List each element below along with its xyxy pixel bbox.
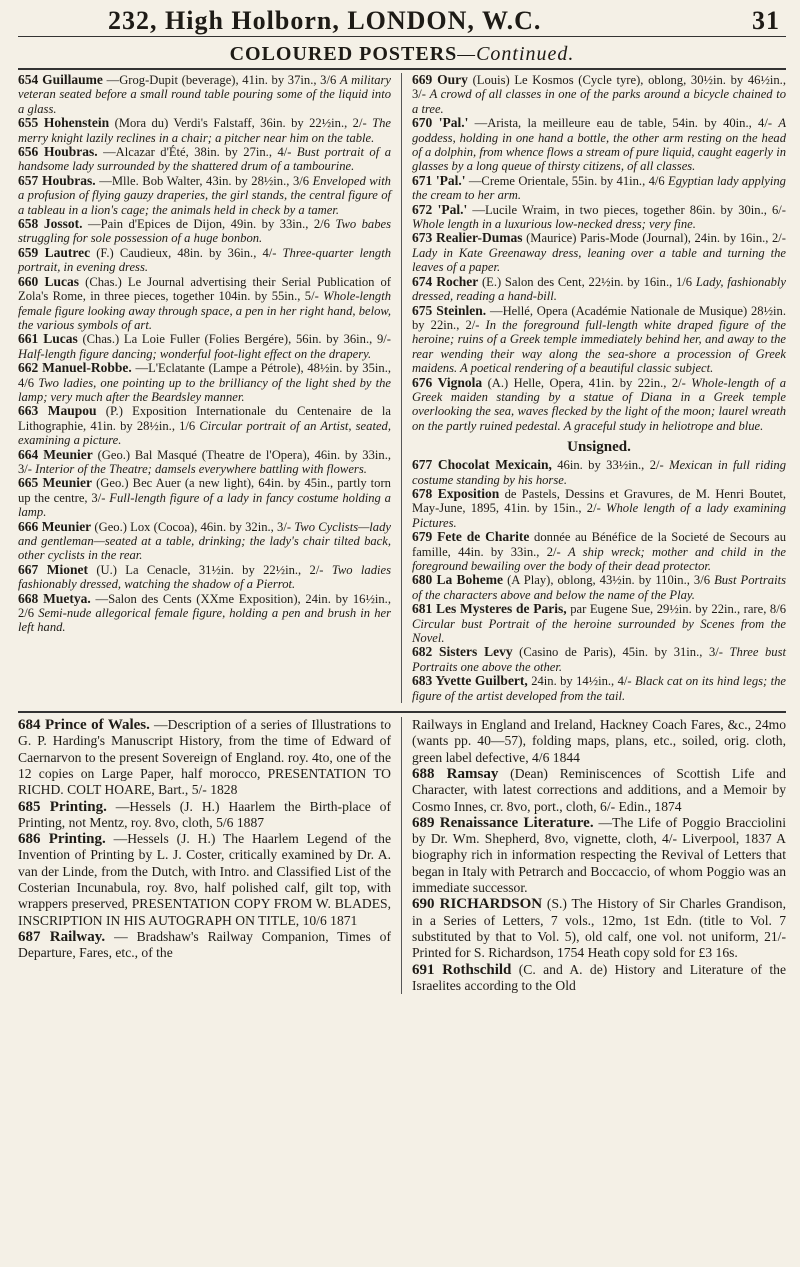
entry-description: Three bust Portraits one above the other. bbox=[412, 645, 787, 674]
catalogue-entry bbox=[412, 766, 786, 815]
catalogue-entry bbox=[18, 116, 391, 145]
entry-details: —Alcazar d'Été, 38in. by 27in., 4/- bbox=[103, 145, 292, 160]
entry-description: Interior of the Theatre; damsels everywhere battling with flowers. bbox=[35, 461, 367, 476]
entry-number-title: 657 Houbras. bbox=[18, 172, 96, 188]
entry-details: de Pastels, Dessins et Gravures, de M. Henri Boutet, May-June, 1895, 41in. by 15in., 2/- bbox=[412, 486, 786, 516]
entry-details: (A Play), oblong, 43½in. by 110in., 3/6 bbox=[507, 573, 711, 588]
entry-number-title: 675 Steinlen. bbox=[412, 302, 487, 318]
entry-details: —Description of a series of Illustrations to G. P. Harding's Manuscript History, from the time of Edward of Caernarvon to the present Sovereign of England. roy. 4to, one of the 12 copies on Large Paper, half morocco, PRESENTATION TO RICHD. COLT HOARE, Bart., 5/- 1828 bbox=[18, 717, 391, 798]
entry-description: Two ladies fashionably dressed, watching the shadow of a Pierrot. bbox=[18, 562, 391, 592]
entry-number-title: 662 Manuel-Robbe. bbox=[18, 360, 132, 376]
entry-description: Two babes struggling for sole possession of a huge bonbon. bbox=[18, 217, 391, 246]
entry-number-title: 674 Rocher bbox=[412, 273, 479, 289]
section-continued: —Continued. bbox=[457, 43, 575, 65]
upper-columns bbox=[18, 73, 786, 703]
entry-number-title: 658 Jossot. bbox=[18, 216, 83, 232]
catalogue-entry bbox=[412, 458, 786, 487]
entry-number-title: 665 Meunier bbox=[18, 475, 93, 491]
entry-number-title: 663 Maupou bbox=[18, 403, 97, 419]
entry-details: (U.) La Cenacle, 31½in. by 22½in., 2/- bbox=[96, 562, 324, 577]
entry-number-title: 655 Hohenstein bbox=[18, 115, 110, 131]
entry-number-title: 689 Renaissance Literature. bbox=[412, 814, 594, 831]
entry-details: (E.) Salon des Cent, 22½in. by 16in., 1/6 bbox=[481, 274, 693, 289]
entry-details: (Geo.) Bal Masqué (Theatre de l'Opera), 46in. by 33in., 3/- bbox=[18, 447, 391, 476]
catalogue-entry bbox=[18, 563, 391, 592]
unsigned-entries bbox=[412, 458, 786, 703]
catalogue-entry bbox=[18, 275, 391, 333]
entry-description: Lady in Kate Greenaway dress, leaning over a table and turning the leaves of a paper. bbox=[412, 245, 786, 275]
catalogue-entry bbox=[18, 217, 391, 246]
entry-number-title: 686 Printing. bbox=[18, 831, 106, 848]
entry-number-title: 672 'Pal.' bbox=[412, 201, 468, 217]
entry-details: (Geo.) Lox (Cocoa), 46in. by 32in., 3/- bbox=[94, 519, 292, 534]
entry-number-title: 682 Sisters Levy bbox=[412, 644, 513, 660]
section-divider bbox=[18, 711, 786, 713]
entry-description: A military veteran seated before a small round table pouring some of the liquid into a glass. bbox=[18, 73, 391, 116]
catalogue-entry bbox=[412, 815, 786, 896]
catalogue-entry bbox=[18, 145, 391, 174]
entry-number-title: 670 'Pal.' bbox=[412, 115, 469, 131]
catalogue-entry bbox=[18, 73, 391, 116]
entry-description: Two Cyclists—lady and gentleman—seated at a table, drinking; the lady's chair tilted back, other cyclists in the rear. bbox=[18, 519, 391, 563]
entry-description: Circular bust Portrait of the heroine surrounded by Scenes from the Novel. bbox=[412, 616, 786, 646]
entry-description: A goddess, holding in one hand a bottle, the other arm resting on the head of a dolphin, from whence flows a stream of pure liquid, caught eagerly in glasses by a long queue of thirsty citizens, of all classes. bbox=[412, 116, 787, 174]
entry-details: —Hellé, Opera (Académie Nationale de Musique) 28½in. by 22in., 2/- bbox=[412, 303, 786, 332]
entry-number-title: 669 Oury bbox=[412, 72, 468, 87]
right-column-lower bbox=[402, 717, 786, 994]
entry-number-title: 666 Meunier bbox=[18, 518, 92, 534]
entry-number-title: 688 Ramsay bbox=[412, 765, 499, 782]
entry-details: (Louis) Le Kosmos (Cycle tyre), oblong, 30½in. by 46½in., 3/- bbox=[412, 73, 786, 102]
entry-number-title: 687 Railway. bbox=[18, 928, 106, 945]
lower-columns bbox=[18, 717, 786, 994]
entry-number-title: 673 Realier-Dumas bbox=[412, 230, 523, 246]
entry-number-title: 654 Guillaume bbox=[18, 72, 103, 87]
entry-details: (Mora du) Verdi's Falstaff, 36in. by 22½in., 2/- bbox=[114, 116, 367, 131]
catalogue-entry bbox=[18, 831, 391, 929]
catalogue-entry bbox=[412, 674, 786, 703]
entry-details: (A.) Helle, Opera, 41in. by 22in., 2/- bbox=[487, 375, 686, 390]
entry-description: A ship wreck; mother and child in the foreground bewailing over the body of their dead protector. bbox=[412, 544, 786, 573]
entry-number-title: 667 Mionet bbox=[18, 561, 89, 577]
catalogue-entry bbox=[412, 231, 786, 274]
entry-description: Enveloped with a profusion of flying gauzy draperies, the girl stands, the central figure of a tableau in a lion's cage; the animals held in check by a tamer. bbox=[18, 173, 391, 217]
section-title-text: COLOURED POSTERS bbox=[229, 43, 458, 65]
catalogue-entry bbox=[18, 929, 391, 962]
left-column-upper bbox=[18, 73, 402, 703]
entry-details: —Hessels (J. H.) The Haarlem Legend of the Invention of Printing by L. J. Coster, critically examined by Dr. A. van der Linde, from the Dutch, with Intro. and Classified List of the Costerian Incunabula, roy. 8vo, half polished calf, gilt top, with wrappers preserved, PRESENTATION COPY FROM W. BLADES, INSCRIPTION IN HIS AUTOGRAPH ON TITLE, 10/6 1871 bbox=[18, 831, 391, 928]
entry-details: —Pain d'Epices de Dijon, 49in. by 33in., 2/6 bbox=[88, 217, 330, 232]
entry-details: (Maurice) Paris-Mode (Journal), 24in. by 16in., 2/- bbox=[526, 231, 786, 246]
entry-details: —The Life of Poggio Bracciolini by Dr. Wm. Shepherd, 8vo, vignette, cloth, 4/- Liverpool, 1837 A biography rich in information respecting the Revival of Letters that began in Italy with Petrarch and Boccaccio, of whom Poggio was an immediate successor. bbox=[412, 814, 786, 896]
entry-number-title: 661 Lucas bbox=[18, 331, 78, 347]
entry-number-title: 677 Chocolat Mexicain, bbox=[412, 457, 552, 473]
catalogue-entry bbox=[18, 404, 391, 447]
entry-description: Full-length figure of a lady in fancy costume holding a lamp. bbox=[18, 490, 391, 520]
entry-details: — Bradshaw's Railway Companion, Times of Departure, Fares, etc., of the bbox=[18, 928, 391, 961]
entry-description: Two ladies, one pointing up to the brilliancy of the light shed by the lamp; very much after the Beardsley manner. bbox=[18, 375, 391, 404]
right-column-upper bbox=[402, 73, 786, 703]
catalogue-entry bbox=[412, 275, 786, 304]
entry-details: 24in. by 14½in., 4/- bbox=[531, 674, 632, 689]
entry-details: (Dean) Reminiscences of Scottish Life and Character, with latest corrections and additions, and a Memoir by Cosmo Innes, cr. 8vo, port., cloth, 6/- Edin., 1874 bbox=[412, 765, 786, 814]
entry-details: —Grog-Dupit (beverage), 41in. by 37in., 3/6 bbox=[106, 73, 337, 87]
entry-description: Whole-length female figure looking away through space, a pen in her right hand, below, the various symbols of art. bbox=[18, 289, 391, 332]
catalogue-entry bbox=[18, 174, 391, 217]
catalogue-entry bbox=[412, 203, 786, 232]
running-head bbox=[18, 6, 786, 37]
entry-description: In the foreground full-length white draped figure of the heroine; ruins of a Greek temple immediately behind her, and away to the rear wending their way along the sea-shore a procession of Greek maidens. A poetical rendering of a beautiful classic subject. bbox=[412, 317, 786, 376]
entry-number-title: 659 Lautrec bbox=[18, 244, 91, 260]
entry-number-title: 683 Yvette Guilbert, bbox=[412, 673, 528, 689]
entry-number-title: 679 Fete de Charite bbox=[412, 529, 530, 545]
catalogue-entry bbox=[18, 717, 391, 798]
entry-details: donnée au Bénéfice de la Societé de Secours au famille, 44in. by 33in., 2/- bbox=[412, 530, 786, 559]
entry-details: (Chas.) La Loie Fuller (Folies Bergére), 56in. by 36in., 9/- bbox=[82, 332, 391, 347]
entry-details: Railways in England and Ireland, Hackney Coach Fares, &c., 24mo (wants pp. 40—57), folding maps, plans, etc., soiled, orig. cloth, green label defective, 4/6 1844 bbox=[412, 717, 786, 765]
catalogue-entry bbox=[18, 448, 391, 477]
entry-details: (S.) The History of Sir Charles Grandison, in a Series of Letters, 7 vols., 12mo, 1st Edn. (title to Vol. 7 substituted by that to Vol. 5), old calf, one vol. not uniform, 21/- Printed for S. Richardson, 1754 Heath copy sold for £3 16s. bbox=[412, 896, 786, 961]
catalogue-entry bbox=[18, 361, 391, 404]
signed-entries bbox=[412, 73, 786, 433]
catalogue-entry bbox=[412, 602, 786, 645]
catalogue-entry bbox=[412, 487, 786, 530]
entry-description: Three-quarter length portrait, in evening dress. bbox=[18, 245, 392, 275]
catalogue-entry bbox=[412, 530, 786, 573]
entry-description: Semi-nude allegorical female figure, holding a pen and brush in her left hand. bbox=[18, 606, 391, 635]
entry-number-title: 678 Exposition bbox=[412, 485, 500, 501]
catalogue-entry bbox=[18, 592, 391, 635]
catalogue-entry bbox=[18, 476, 391, 519]
entry-number-title: 664 Meunier bbox=[18, 446, 93, 462]
catalogue-entry bbox=[412, 174, 786, 203]
entry-details: —Creme Orientale, 55in. by 41in., 4/6 bbox=[468, 173, 665, 188]
entry-number-title: 684 Prince of Wales. bbox=[18, 717, 150, 734]
entry-description: Whole-length of a Greek maiden standing by a statue of Diana in a Greek temple overlooking the sea, waves flecked by the light of the moon; laurel wreath on the partly ruined pedestal. A graceful study in heliotrope and blue. bbox=[412, 375, 786, 433]
entry-number-title: 676 Vignola bbox=[412, 374, 483, 390]
entry-details: —Salon des Cents (XXme Exposition), 24in. by 16½in., 2/6 bbox=[18, 591, 391, 621]
catalogue-entry bbox=[412, 962, 786, 995]
catalogue-entry bbox=[18, 332, 391, 361]
entry-number-title: 680 La Boheme bbox=[412, 572, 504, 588]
entry-description: Half-length figure dancing; wonderful foot-light effect on the drapery. bbox=[18, 346, 372, 361]
entry-description: A crowd of all classes in one of the parks around a bicycle chained to a tree. bbox=[412, 87, 786, 116]
entry-description: Circular portrait of an Artist, seated, examining a picture. bbox=[18, 418, 391, 448]
entry-details: —Mlle. Bob Walter, 43in. by 28½in., 3/6 bbox=[99, 173, 310, 188]
entry-details: (Geo.) Bec Auer (a new light), 64in. by 45in., partly torn up the centre, 3/- bbox=[18, 476, 391, 505]
unsigned-heading: Unsigned. bbox=[567, 439, 631, 456]
entry-description: Lady, fashionably dressed, reading a hand-bill. bbox=[412, 274, 787, 304]
entry-number-title: 685 Printing. bbox=[18, 798, 107, 815]
entry-number-title: 691 Rothschild bbox=[412, 961, 512, 978]
entry-number-title: 681 Les Mysteres de Paris, bbox=[412, 601, 567, 617]
entry-details: (C. and A. de) History and Literature of the Israelites according to the Old bbox=[412, 961, 786, 993]
section-title bbox=[18, 41, 786, 70]
catalogue-entry bbox=[412, 717, 786, 766]
entry-number-title: 668 Muetya. bbox=[18, 590, 91, 606]
entry-number-title: 660 Lucas bbox=[18, 273, 80, 289]
entry-details: (Chas.) Le Journal advertising their Serial Publication of Zola's Rome, in three pieces, together 104in. by 55in., 5/- bbox=[18, 274, 391, 304]
entry-description: Black cat on its hind legs; the figure of the artist developed from the tail. bbox=[412, 674, 786, 703]
entry-details: —Lucile Wraim, in two pieces, together 86in. by 30in., 6/- bbox=[472, 202, 786, 217]
catalogue-entry bbox=[18, 799, 391, 832]
entry-description: The merry knight lazily reclines in a chair; a pitcher near him on the table. bbox=[18, 116, 391, 145]
catalogue-entry bbox=[412, 304, 786, 376]
entry-details: —Hessels (J. H.) Haarlem the Birth-place of Printing, not Mentz, roy. 8vo, cloth, 5/6 1887 bbox=[18, 798, 391, 830]
catalogue-entry bbox=[412, 896, 786, 961]
entry-description: Mexican in full riding costume standing by his horse. bbox=[412, 458, 787, 487]
catalogue-entry bbox=[18, 246, 391, 275]
publisher-address: 232, High Holborn, LONDON, W.C. bbox=[108, 6, 542, 35]
catalogue-entry bbox=[412, 73, 786, 116]
entry-details: (Casino de Paris), 45in. by 31in., 3/- bbox=[519, 645, 723, 660]
catalogue-entry bbox=[18, 520, 391, 563]
entry-description: Bust portrait of a handsome lady surrounded by the shattered drum of a tambourine. bbox=[18, 145, 391, 174]
left-column-lower bbox=[18, 717, 402, 994]
entry-details: (F.) Caudieux, 48in. by 36in., 4/- bbox=[96, 245, 277, 260]
entry-number-title: 656 Houbras. bbox=[18, 144, 98, 160]
entry-description: Egyptian lady applying the cream to her arm. bbox=[412, 173, 786, 203]
entry-details: —Arista, la meilleure eau de table, 54in. by 40in., 4/- bbox=[474, 116, 773, 131]
entry-details: 46in. by 33½in., 2/- bbox=[557, 458, 664, 473]
entry-description: Bust Portraits of the characters above and below the name of the Play. bbox=[412, 573, 786, 602]
catalogue-entry bbox=[412, 645, 786, 674]
entry-description: Whole length in a luxurious low-necked dress; very fine. bbox=[412, 217, 696, 232]
entry-description: Whole length of a lady examining Pictures. bbox=[412, 501, 786, 530]
page-number: 31 bbox=[752, 6, 780, 35]
entry-details: par Eugene Sue, 29½in. by 22in., rare, 8/6 bbox=[570, 602, 786, 617]
entry-number-title: 671 'Pal.' bbox=[412, 172, 466, 188]
catalogue-entry bbox=[412, 376, 786, 434]
entry-details: (P.) Exposition Internationale du Centenaire de la Lithographie, 41in. by 28½in., 1/6 bbox=[18, 404, 391, 433]
entry-number-title: 690 RICHARDSON bbox=[412, 896, 543, 913]
entry-details: —L'Eclatante (Lampe a Pétrole), 48½in. by 35in., 4/6 bbox=[18, 361, 391, 390]
catalogue-entry bbox=[412, 573, 786, 602]
catalogue-entry bbox=[412, 116, 786, 174]
